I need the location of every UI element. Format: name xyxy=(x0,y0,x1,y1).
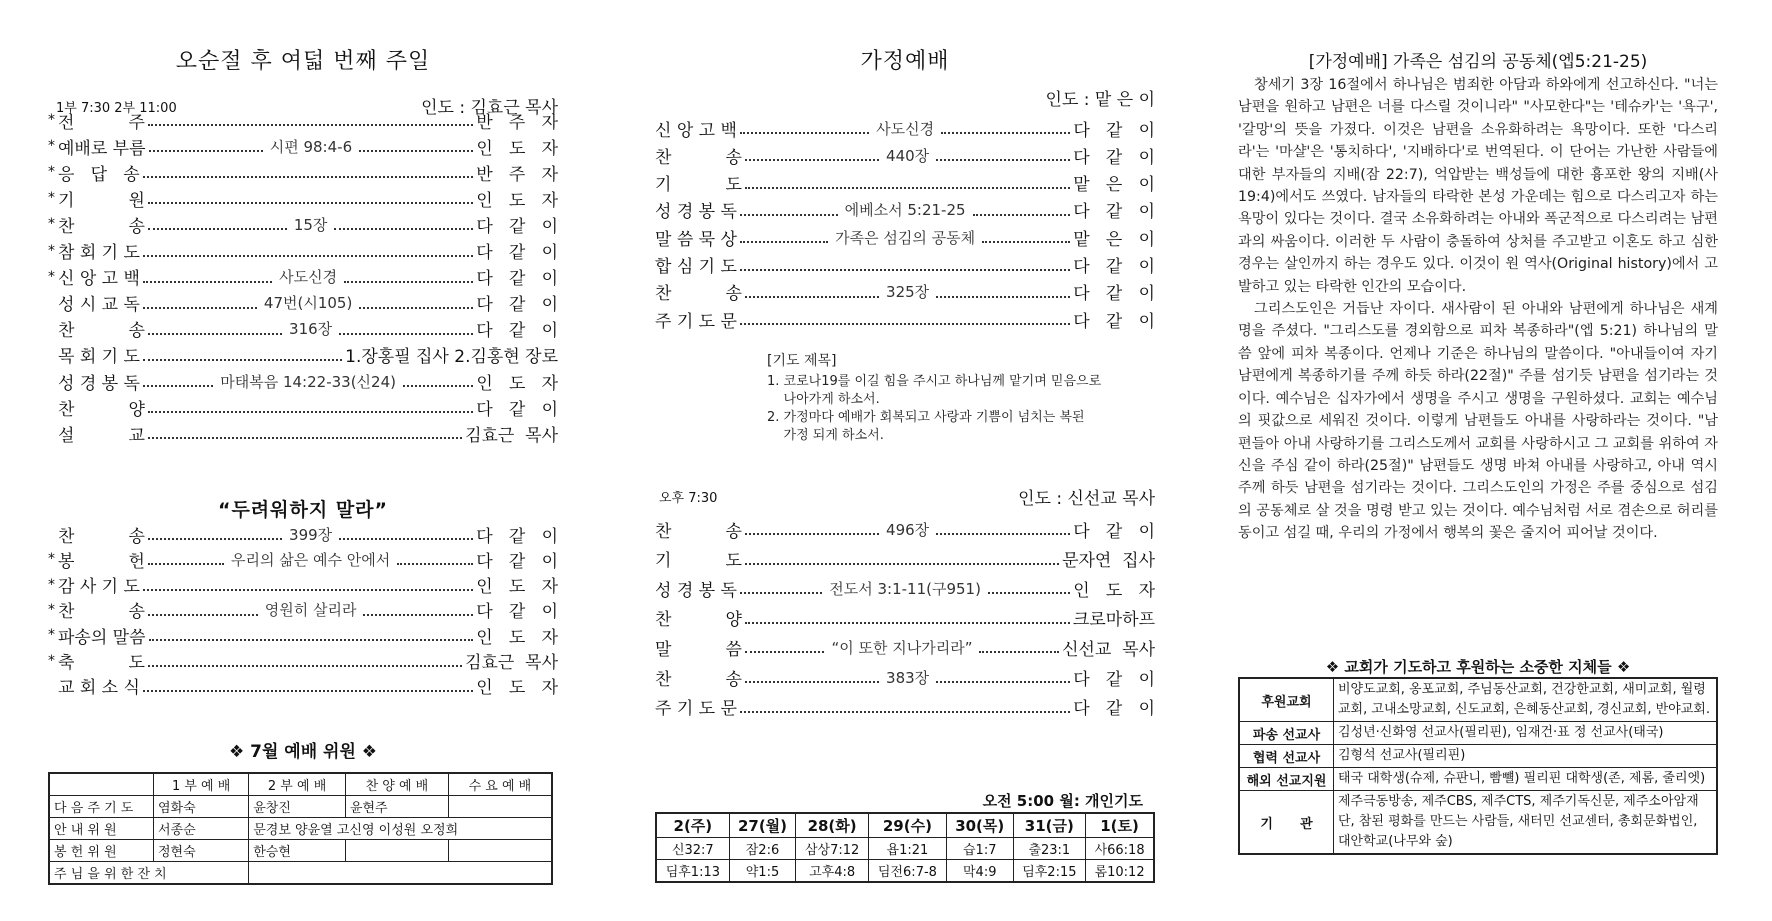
duty-row xyxy=(49,818,552,840)
order-row xyxy=(48,622,558,648)
leader-dots xyxy=(941,132,1070,134)
leader-dots xyxy=(936,296,1070,298)
standing-mark: * xyxy=(48,112,55,128)
order-detail: 사도신경 xyxy=(876,119,935,138)
standing-mark: * xyxy=(48,164,55,181)
leader-dots xyxy=(148,228,287,230)
order-row xyxy=(655,605,1155,631)
order-detail: 440장 xyxy=(886,146,930,165)
duty-label: 봉 헌 위 원 xyxy=(49,840,154,862)
duty-cell: 윤창진 xyxy=(249,796,346,818)
sunday-service-column xyxy=(48,0,558,921)
reading-cell: 고후4:8 xyxy=(796,860,869,883)
standing-mark: * xyxy=(48,268,55,285)
duty-cell: 염화숙 xyxy=(154,796,249,818)
order-row xyxy=(655,279,1155,305)
order-performer: 김효근 목사 xyxy=(465,425,558,446)
order-performer: 인 도 자 xyxy=(1073,580,1155,601)
order-row xyxy=(48,394,558,420)
leader-dots xyxy=(745,563,1059,565)
order-label: 감 사 기 도 xyxy=(58,577,140,598)
order-row xyxy=(48,185,558,211)
duty-cell: 문경보 양윤열 고신영 이성원 오정희 xyxy=(249,818,552,840)
family-worship-column xyxy=(655,0,1155,921)
prayer-item: 2. 가정마다 예배가 회복되고 사랑과 기쁨이 넘치는 복된 xyxy=(767,410,1085,425)
leader-dots xyxy=(397,563,473,565)
service-leader: 인도 : 김효근 목사 xyxy=(421,98,558,118)
order-label: 봉 헌 xyxy=(58,551,145,572)
support-table xyxy=(1238,677,1718,855)
order-detail: “이 또한 지나가리라” xyxy=(831,638,973,657)
leader-dots xyxy=(143,176,474,178)
order-performer: 반 주 자 xyxy=(476,164,558,185)
order-row xyxy=(655,634,1155,660)
reading-cell: 롬10:12 xyxy=(1086,860,1154,883)
order-row xyxy=(48,572,558,598)
support-label: 파송 선교사 xyxy=(1239,722,1334,745)
reading-cell: 딤후2:15 xyxy=(1013,860,1086,883)
order-performer: 크로마하프 xyxy=(1072,610,1155,631)
order-label: 기 도 xyxy=(655,175,742,196)
standing-mark: * xyxy=(48,576,55,593)
order-performer: 다 같 이 xyxy=(1073,669,1155,690)
order-label: 찬 송 xyxy=(655,284,742,305)
order-label: 말 씀 xyxy=(655,639,742,660)
reading-cell: 약1:5 xyxy=(729,860,796,883)
duty-cell: 정현숙 xyxy=(154,840,249,862)
leader-dots xyxy=(143,307,257,309)
order-performer: 다 같 이 xyxy=(476,269,559,290)
order-row xyxy=(48,673,558,699)
order-row xyxy=(48,159,558,185)
order-performer: 반 주 자 xyxy=(476,112,558,133)
duty-label: 다 음 주 기 도 xyxy=(49,796,154,818)
order-row xyxy=(48,648,558,674)
order-detail: 47번(시105) xyxy=(263,294,353,313)
leader-dots xyxy=(148,124,473,126)
dawn-prayer: 오전 5:00 월: 개인기도 xyxy=(982,792,1143,810)
reading-cell: 습1:7 xyxy=(946,838,1013,860)
order-detail: 496장 xyxy=(886,520,930,539)
leader-dots xyxy=(143,385,213,387)
leader-dots xyxy=(149,150,263,152)
order-label: 목 회 기 도 xyxy=(58,347,140,368)
order-label: 기 원 xyxy=(58,190,145,211)
family-leader: 인도 : 맡 은 이 xyxy=(1045,90,1155,110)
day-header: 31(금) xyxy=(1013,813,1086,838)
support-row xyxy=(1239,791,1717,855)
prayer-item: 가정 되게 하소서. xyxy=(767,428,884,443)
order-performer: 다 같 이 xyxy=(1073,202,1155,223)
day-header: 1(토) xyxy=(1086,813,1154,838)
order-performer: 다 같 이 xyxy=(476,602,558,623)
support-value: 김성년·신화영 선교사(필리핀), 임재건·표 정 선교사(태국) xyxy=(1334,722,1718,745)
duty-title: ❖ 7월 예배 위원 ❖ xyxy=(228,742,378,762)
service-times: 1부 7:30 2부 11:00 xyxy=(56,101,177,116)
order-label: 찬 송 xyxy=(655,521,742,542)
leader-dots xyxy=(740,269,1070,271)
order-label: 찬 송 xyxy=(58,602,145,623)
evening-time: 오후 7:30 xyxy=(659,491,718,506)
prayer-head: [기도 제목] xyxy=(767,353,837,369)
order-label: 성 시 교 독 xyxy=(58,295,140,316)
duty-cell xyxy=(448,840,552,862)
duty-table xyxy=(48,772,553,885)
support-value: 제주극동방송, 제주CBS, 제주CTS, 제주기독신문, 제주소아암재단, 참된 평화를 만드는 사람들, 새터민 선교센터, 총회문화법인, 대안학교(나무와 숲) xyxy=(1334,791,1718,855)
leader-dots xyxy=(148,665,462,667)
duty-row xyxy=(49,862,552,885)
leader-dots xyxy=(740,241,828,243)
essay-paragraph-1: 창세기 3장 16절에서 하나님은 범죄한 아담과 하와에게 선고하신다. "너는 남편을 원하고 남편은 너를 다스릴 것이니라" "사모한다"는 '테슈카'는 '욕구', '갈망'의 뜻을 가졌다. 이것은 남편을 소유화하려는 욕망이다. 또한 '다스리라'는 '마샬'은 '통치하다', '지배하다'로 번역된다. 이 단어는 가난한 사람들에 대한 부자들의 지배(잠 22:7), 억압받는 백성들에 대한 흉포한 왕의 지배(사 19:4)에서도 쓰였다. 남자들의 타락한 본성 가운데는 힘으로 다스리고자 하는 욕망이 있다는 것이다. 결국 소유화하려는 아내와 폭군적으로 다스리려는 남편과의 싸움이다. 이러한 두 사람이 충돌하여 상처를 주고받고 이혼도 하고 심한 경우는 살인까지 하는 경우도 있다. 이것이 원 역사(Original history)에서 고발하고 있는 타락한 인간의 모습이다. xyxy=(1238,77,1718,295)
day-header: 27(월) xyxy=(729,813,796,838)
order-detail: 316장 xyxy=(289,320,333,339)
reading-cell: 잠2:6 xyxy=(729,838,796,860)
order-detail: 사도신경 xyxy=(279,268,338,287)
order-performer: 인 도 자 xyxy=(476,138,559,159)
order-row xyxy=(48,264,558,290)
order-performer: 신선교 목사 xyxy=(1062,639,1155,660)
order-row xyxy=(655,115,1155,141)
leader-dots xyxy=(339,538,473,540)
order-label: 말 씀 묵 상 xyxy=(655,229,737,250)
reading-cell: 딤전6:7-8 xyxy=(868,860,946,883)
order-performer: 인 도 자 xyxy=(476,577,558,598)
support-label: 기 관 xyxy=(1239,791,1334,855)
duty-header: 수 요 예 배 xyxy=(448,773,552,796)
order-label: 찬 송 xyxy=(655,669,742,690)
leader-dots xyxy=(740,323,1070,325)
standing-mark: * xyxy=(48,551,55,568)
order-label: 찬 양 xyxy=(58,399,145,420)
support-value: 태국 대학생(슈제, 슈판니, 빰뺼) 필리핀 대학생(존, 제롬, 줄리엣) xyxy=(1334,768,1718,791)
order-label: 찬 송 xyxy=(655,147,742,168)
reading-cell: 막4:9 xyxy=(946,860,1013,883)
family-title: 가정예배 xyxy=(860,49,950,74)
order-row xyxy=(655,142,1155,168)
order-performer: 다 같 이 xyxy=(476,551,558,572)
order-performer: 다 같 이 xyxy=(476,216,559,237)
order-row xyxy=(655,224,1155,250)
order-row xyxy=(48,420,558,446)
order-performer: 인 도 자 xyxy=(476,190,558,211)
standing-mark: * xyxy=(48,242,55,259)
leader-dots xyxy=(143,281,272,283)
order-label: 신 앙 고 백 xyxy=(58,269,140,290)
standing-mark: * xyxy=(48,652,55,669)
reading-cell: 욥1:21 xyxy=(868,838,946,860)
order-row xyxy=(48,211,558,237)
support-row xyxy=(1239,722,1717,745)
order-performer: 다 같 이 xyxy=(1073,284,1155,305)
order-detail: 399장 xyxy=(289,525,333,544)
order-row xyxy=(655,546,1155,572)
order-performer: 다 같 이 xyxy=(1073,311,1155,332)
duty-row xyxy=(49,840,552,862)
leader-dots xyxy=(148,614,258,616)
order-row xyxy=(655,170,1155,196)
leader-dots xyxy=(148,333,282,335)
standing-mark: * xyxy=(48,627,55,644)
order-row xyxy=(655,252,1155,278)
order-row xyxy=(655,306,1155,332)
standing-mark: * xyxy=(48,601,55,618)
order-label: 주 기 도 문 xyxy=(655,699,737,720)
leader-dots xyxy=(982,241,1070,243)
leader-dots xyxy=(148,411,473,413)
order-performer: 다 같 이 xyxy=(476,526,558,547)
sermon-title: “두려워하지 말라” xyxy=(217,499,389,521)
duty-label: 안 내 위 원 xyxy=(49,818,154,840)
leader-dots xyxy=(363,614,473,616)
leader-dots xyxy=(143,255,473,257)
order-row xyxy=(655,694,1155,720)
duty-cell xyxy=(345,840,448,862)
leader-dots xyxy=(936,533,1070,535)
leader-dots xyxy=(745,296,879,298)
prayer-item: 1. 코로나19를 이길 힘을 주시고 하나님께 맡기며 믿음으로 xyxy=(767,374,1102,389)
essay-column xyxy=(1238,0,1718,921)
order-performer: 다 같 이 xyxy=(1073,521,1155,542)
leader-dots xyxy=(359,307,473,309)
order-performer: 인 도 자 xyxy=(476,627,558,648)
support-value: 비양도교회, 옹포교회, 주님동산교회, 건강한교회, 새미교회, 월령교회, 고내소망교회, 신도교회, 은혜동산교회, 경신교회, 반야교회. xyxy=(1334,678,1718,722)
order-row xyxy=(655,197,1155,223)
order-performer: 다 같 이 xyxy=(1073,257,1155,277)
leader-dots xyxy=(988,592,1070,594)
prayer-item: 나아가게 하소서. xyxy=(767,392,880,407)
order-label: 설 교 xyxy=(58,425,145,446)
duty-row xyxy=(49,796,552,818)
leader-dots xyxy=(745,159,879,161)
order-label: 예배로 부름 xyxy=(58,138,146,159)
order-detail: 325장 xyxy=(886,283,930,302)
day-header: 28(화) xyxy=(796,813,869,838)
order-label: 파송의 말씀 xyxy=(58,627,146,648)
standing-mark: * xyxy=(48,190,55,207)
leader-dots xyxy=(745,651,825,653)
order-label: 신 앙 고 백 xyxy=(655,120,737,141)
order-performer: 문자연 집사 xyxy=(1062,551,1155,572)
order-row xyxy=(48,597,558,623)
leader-dots xyxy=(403,385,473,387)
order-label: 성 경 봉 독 xyxy=(655,580,737,601)
leader-dots xyxy=(148,563,224,565)
leader-dots xyxy=(740,592,822,594)
order-performer: 다 같 이 xyxy=(1073,120,1156,141)
order-label: 성 경 봉 독 xyxy=(58,373,140,394)
duty-cell xyxy=(448,796,552,818)
duty-header xyxy=(49,773,154,796)
order-detail: 383장 xyxy=(886,668,930,687)
leader-dots xyxy=(148,202,473,204)
reading-table xyxy=(655,812,1155,883)
order-row xyxy=(48,238,558,264)
order-row xyxy=(48,368,558,394)
support-value: 김형석 선교사(필리핀) xyxy=(1334,745,1718,768)
support-label: 해외 선교지원 xyxy=(1239,768,1334,791)
support-row xyxy=(1239,768,1717,791)
order-detail: 가족은 섬김의 공동체 xyxy=(835,228,976,247)
duty-header: 1 부 예 배 xyxy=(154,773,249,796)
order-label: 찬 송 xyxy=(58,216,145,237)
order-performer: 다 같 이 xyxy=(476,243,558,263)
leader-dots xyxy=(148,437,462,439)
essay-title: [가정예배] 가족은 섬김의 공동체(엡5:21-25) xyxy=(1308,52,1648,72)
leader-dots xyxy=(973,214,1071,216)
sunday-title: 오순절 후 여덟 번째 주일 xyxy=(175,49,431,74)
support-label: 협력 선교사 xyxy=(1239,745,1334,768)
order-label: 합 심 기 도 xyxy=(655,257,737,277)
order-performer: 인 도 자 xyxy=(476,678,558,699)
leader-dots xyxy=(740,711,1070,713)
support-label: 후원교회 xyxy=(1239,678,1334,722)
leader-dots xyxy=(740,214,838,216)
essay-paragraph-2: 그리스도인은 거듭난 자이다. 새사람이 된 아내와 남편에게 하나님은 새계명을 주셨다. "그리스도를 경외함으로 피차 복종하라"(엡 5:21) 하나님의 말씀 앞에 피차 복종이다. 언제나 기준은 하나님의 말씀이다. "아내들이여 자기 남편에게 복종하기를 주께 하듯 하라(22절)" 주를 섬기듯 남편을 섬기라는 것이다. 예수님은 십자가에서 생명을 주시고 생명을 구원하셨다. 교회는 예수님의 핏값으로 세워진 것이다. 이렇게 남편들도 아내를 사랑하라는 것이다. "남편들아 아내 사랑하기를 그리스도께서 교회를 사랑하시고 그 교회를 위하여 자신을 주심 같이 하라(25절)" 남편들도 생명 바쳐 아내를 사랑하고, 아내 역시 주께 하듯 남편을 섬기라는 것이다. 그리스도인의 가정은 주를 중심으로 섬김의 공동체로 살 것을 명령 받고 있는 것이다. 예수님처럼 서로 겸손으로 허리를 동이고 섬길 때, 우리의 가정에서 행복의 꽃은 줄지어 피어날 것이다. xyxy=(1238,301,1718,542)
standing-mark: * xyxy=(48,216,55,233)
order-row xyxy=(48,342,558,368)
order-label: 참 회 기 도 xyxy=(58,243,140,263)
order-detail: 마태복음 14:22-33(신24) xyxy=(220,372,396,391)
leader-dots xyxy=(143,690,473,692)
reading-cell: 출23:1 xyxy=(1013,838,1086,860)
prayer-list xyxy=(767,373,1157,445)
order-label: 응 답 송 xyxy=(58,164,140,185)
order-detail: 에베소서 5:21-25 xyxy=(844,201,966,220)
leader-dots xyxy=(359,150,473,152)
order-performer: 다 같 이 xyxy=(476,399,558,420)
leader-dots xyxy=(936,159,1070,161)
order-performer: 맡 은 이 xyxy=(1073,175,1155,196)
day-header: 30(목) xyxy=(946,813,1013,838)
support-row xyxy=(1239,745,1717,768)
order-label: 찬 송 xyxy=(58,526,145,547)
order-detail: 영원히 살리라 xyxy=(264,601,357,620)
order-performer: 맡 은 이 xyxy=(1073,229,1155,250)
leader-dots xyxy=(745,622,1070,624)
order-label: 교 회 소 식 xyxy=(58,678,140,699)
support-row xyxy=(1239,678,1717,722)
order-performer: 김효근 목사 xyxy=(465,653,558,673)
order-row xyxy=(48,316,558,342)
order-detail: 15장 xyxy=(293,215,328,234)
order-row xyxy=(48,290,558,316)
leader-dots xyxy=(334,228,473,230)
order-performer: 1.장홍필 집사 2.김홍현 장로 xyxy=(345,347,558,368)
order-row xyxy=(655,516,1155,542)
reading-cell: 신32:7 xyxy=(656,838,729,860)
order-performer: 다 같 이 xyxy=(476,321,558,342)
duty-label: 주 님 을 위 한 잔 치 xyxy=(49,862,249,885)
order-row xyxy=(655,664,1155,690)
leader-dots xyxy=(143,359,342,361)
order-label: 찬 양 xyxy=(655,610,742,631)
evening-leader: 인도 : 신선교 목사 xyxy=(1018,489,1155,509)
essay-body xyxy=(1238,74,1718,545)
order-row xyxy=(48,521,558,547)
leader-dots xyxy=(149,639,474,641)
leader-dots xyxy=(143,589,473,591)
reading-cell: 사66:18 xyxy=(1086,838,1154,860)
duty-header: 찬 양 예 배 xyxy=(345,773,448,796)
order-row xyxy=(48,546,558,572)
leader-dots xyxy=(344,281,473,283)
order-performer: 인 도 자 xyxy=(476,373,559,394)
order-label: 주 기 도 문 xyxy=(655,311,737,332)
leader-dots xyxy=(936,681,1070,683)
leader-dots xyxy=(745,187,1070,189)
order-detail: 시편 98:4-6 xyxy=(269,137,353,156)
order-label: 기 도 xyxy=(655,551,742,572)
standing-mark: * xyxy=(48,138,55,155)
duty-header: 2 부 예 배 xyxy=(249,773,346,796)
duty-cell: 서종순 xyxy=(154,818,249,840)
order-row xyxy=(48,107,558,133)
support-title: ❖ 교회가 기도하고 후원하는 소중한 지체들 ❖ xyxy=(1325,658,1631,676)
leader-dots xyxy=(339,333,473,335)
leader-dots xyxy=(745,533,879,535)
reading-cell: 딤후1:13 xyxy=(656,860,729,883)
order-performer: 다 같 이 xyxy=(476,295,559,316)
duty-cell: 윤현주 xyxy=(345,796,448,818)
order-detail: 우리의 삶은 예수 안에서 xyxy=(230,550,391,569)
duty-cell xyxy=(249,862,552,885)
order-label: 찬 송 xyxy=(58,321,145,342)
order-detail: 전도서 3:1-11(구951) xyxy=(829,579,981,598)
order-performer: 다 같 이 xyxy=(1073,147,1155,168)
order-row xyxy=(48,133,558,159)
day-header: 29(수) xyxy=(868,813,946,838)
leader-dots xyxy=(148,538,282,540)
day-header: 2(주) xyxy=(656,813,729,838)
order-label: 전 주 xyxy=(58,112,145,133)
reading-cell: 삼상7:12 xyxy=(796,838,869,860)
leader-dots xyxy=(979,651,1059,653)
order-row xyxy=(655,575,1155,601)
order-label: 성 경 봉 독 xyxy=(655,202,737,223)
order-performer: 다 같 이 xyxy=(1073,699,1155,720)
order-label: 축 도 xyxy=(58,653,145,673)
leader-dots xyxy=(740,132,869,134)
leader-dots xyxy=(745,681,879,683)
duty-cell: 한승현 xyxy=(249,840,346,862)
